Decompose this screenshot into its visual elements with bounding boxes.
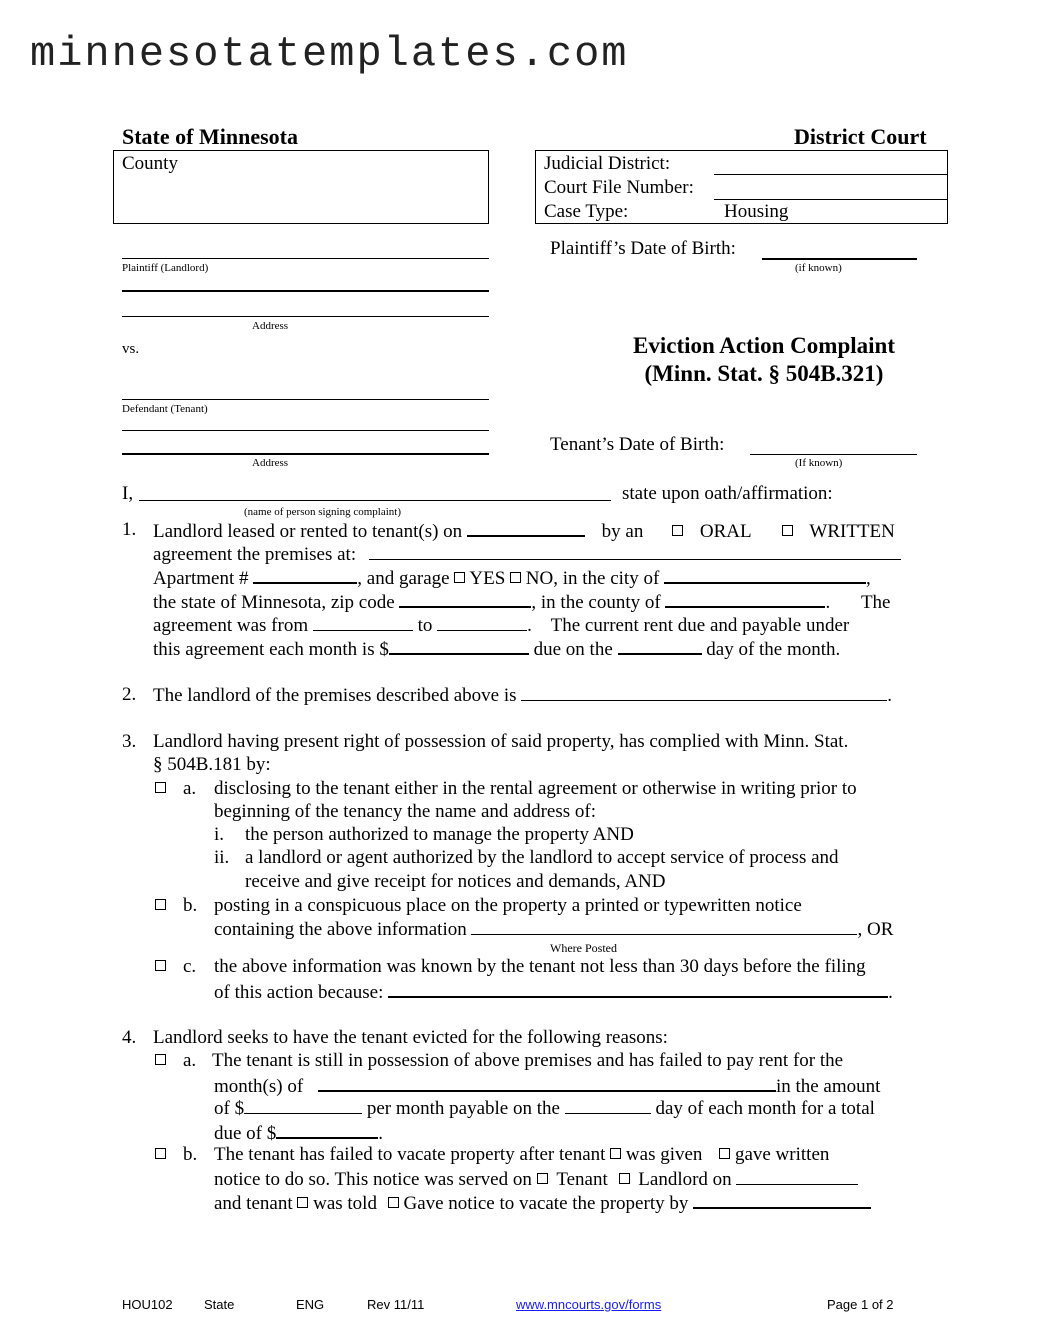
due-day-field[interactable] xyxy=(618,637,702,655)
gave-notice-label: Gave notice to vacate the property by xyxy=(403,1193,689,1214)
amount-label: of $ xyxy=(214,1098,245,1119)
case-type-label: Case Type: xyxy=(544,201,629,222)
plaintiff-dob-caption: (if known) xyxy=(795,262,842,274)
gave-notice-checkbox[interactable] xyxy=(388,1197,399,1208)
was-told-label: was told xyxy=(313,1193,377,1214)
apartment-field[interactable] xyxy=(253,566,357,584)
payable-on-label: per month payable on the xyxy=(366,1098,560,1119)
gave-written-checkbox[interactable] xyxy=(719,1148,730,1159)
served-landlord-checkbox[interactable] xyxy=(619,1173,630,1184)
agreement-from-label: agreement was from xyxy=(153,615,309,636)
county-period: . xyxy=(825,592,831,613)
signer-name-field[interactable] xyxy=(139,500,611,501)
defendant-address-caption: Address xyxy=(252,457,289,469)
monthly-rent-field[interactable] xyxy=(389,637,529,655)
apartment-label: Apartment # xyxy=(153,568,249,589)
item1-line3 xyxy=(153,566,871,590)
item3a-line2: beginning of the tenancy the name and address of: xyxy=(214,801,596,822)
item3c-checkbox[interactable] xyxy=(155,960,166,971)
was-told-checkbox[interactable] xyxy=(297,1197,308,1208)
oral-checkbox[interactable] xyxy=(672,525,683,536)
plaintiff-dob-label: Plaintiff’s Date of Birth: xyxy=(550,238,736,259)
plaintiff-name-field[interactable] xyxy=(122,258,489,259)
garage-yes-checkbox[interactable] xyxy=(454,572,465,583)
judicial-district-field[interactable] xyxy=(714,174,948,175)
item4b-checkbox[interactable] xyxy=(155,1148,166,1159)
landlord-name-field[interactable] xyxy=(521,684,887,701)
item4-line1: Landlord seeks to have the tenant evicted for the following reasons: xyxy=(153,1027,668,1048)
item3b-line2 xyxy=(214,918,893,941)
amount-field[interactable] xyxy=(244,1097,362,1114)
item3-line1: Landlord having present right of possession of said property, has complied with Minn. Stat. xyxy=(153,731,849,752)
watermark: minnesotatemplates.com xyxy=(30,30,629,78)
item4a-line4 xyxy=(214,1121,383,1145)
written-checkbox[interactable] xyxy=(782,525,793,536)
county-box xyxy=(113,150,489,224)
served-tenant-label: Tenant xyxy=(556,1169,608,1190)
defendant-name-field[interactable] xyxy=(122,399,489,400)
agreement-period: . xyxy=(527,615,532,636)
due-on-label: due on the xyxy=(533,639,613,660)
item1-the: The xyxy=(860,592,891,613)
in-the-amount-label: in the amount xyxy=(775,1076,881,1097)
and-tenant-label: and tenant xyxy=(214,1193,293,1214)
total-label: day of each month for a total xyxy=(655,1098,875,1119)
was-given-label: was given xyxy=(625,1144,703,1165)
item3a-ii-label: ii. xyxy=(214,847,230,868)
garage-no-checkbox[interactable] xyxy=(510,572,521,583)
city-field[interactable] xyxy=(664,566,866,584)
gave-written-label: gave written xyxy=(734,1144,830,1165)
form-statute: (Minn. Stat. § 504B.321) xyxy=(644,361,884,386)
footer-forms-link[interactable]: www.mncourts.gov/forms xyxy=(516,1297,662,1312)
item4a-line1: The tenant is still in possession of above premises and has failed to pay rent for the xyxy=(212,1050,844,1071)
defendant-address-field-2[interactable] xyxy=(122,453,489,455)
day-of-month-label: day of the month. xyxy=(706,639,841,660)
item3a-label: a. xyxy=(183,778,197,799)
item1-line1 xyxy=(153,519,918,543)
where-posted-caption: Where Posted xyxy=(550,941,617,955)
plaintiff-address-caption: Address xyxy=(252,320,289,332)
months-label: month(s) of xyxy=(214,1076,304,1097)
served-date-field[interactable] xyxy=(736,1168,858,1185)
known-because-field[interactable] xyxy=(388,980,888,998)
item4-number: 4. xyxy=(122,1027,137,1048)
item3a-checkbox[interactable] xyxy=(155,782,166,793)
item3c-line2 xyxy=(214,980,893,1004)
item4a-line2 xyxy=(214,1074,880,1098)
plaintiff-caption: Plaintiff (Landlord) xyxy=(122,262,209,274)
vs-label: vs. xyxy=(122,341,140,357)
oral-label: ORAL xyxy=(699,521,751,542)
judicial-district-label: Judicial District: xyxy=(544,153,671,174)
item3a-i-label: i. xyxy=(214,824,225,845)
form-title: Eviction Action Complaint xyxy=(633,333,895,358)
agreement-from-field[interactable] xyxy=(313,614,413,631)
state-heading: State of Minnesota xyxy=(122,124,298,149)
zip-label: the state of Minnesota, zip code xyxy=(153,592,395,613)
item4b-line1 xyxy=(214,1144,829,1166)
total-due-period: . xyxy=(378,1123,384,1144)
city-comma: , xyxy=(866,568,871,589)
item3b-line1: posting in a conspicuous place on the property a printed or typewritten notice xyxy=(214,895,802,916)
item2-number: 2. xyxy=(122,684,137,705)
item3b-text: containing the above information xyxy=(214,919,467,940)
item1-line6 xyxy=(153,637,840,661)
item3a-ii-line1: a landlord or agent authorized by the landlord to accept service of process and xyxy=(245,847,839,868)
footer-language: ENG xyxy=(296,1297,325,1312)
where-posted-field[interactable] xyxy=(471,918,857,935)
plaintiff-address-field-2[interactable] xyxy=(122,316,489,317)
garage-no-label: NO, in the city of xyxy=(525,568,660,589)
garage-label: , and garage xyxy=(357,568,450,589)
court-heading: District Court xyxy=(794,124,927,149)
item4b-line2 xyxy=(214,1168,858,1191)
item1-line5 xyxy=(153,614,849,637)
garage-yes-label: YES xyxy=(469,568,506,589)
served-tenant-checkbox[interactable] xyxy=(537,1173,548,1184)
court-file-number-label: Court File Number: xyxy=(544,177,694,198)
county-field[interactable] xyxy=(665,590,825,608)
lease-date-field[interactable] xyxy=(467,519,585,537)
item4b-line3 xyxy=(214,1191,871,1215)
item3c-text: of this action because: xyxy=(214,982,384,1003)
monthly-rent-label: this agreement each month is $ xyxy=(153,639,389,660)
total-due-label: due of $ xyxy=(214,1123,277,1144)
item3c-line1: the above information was known by the tenant not less than 30 days before the filing xyxy=(214,956,866,977)
case-info-box xyxy=(535,150,948,224)
item3c-period: . xyxy=(888,982,893,1003)
rent-due-text: The current rent due and payable under xyxy=(550,615,850,636)
item4a-checkbox[interactable] xyxy=(155,1054,166,1065)
item2-line xyxy=(153,684,892,707)
agreement-to-field[interactable] xyxy=(437,614,527,631)
footer-revision: Rev 11/11 xyxy=(367,1297,425,1312)
item2-period: . xyxy=(887,685,893,706)
item3a-line1: disclosing to the tenant either in the rental agreement or otherwise in writing prior to xyxy=(214,778,857,799)
item3b-label: b. xyxy=(183,895,198,916)
county-label: County xyxy=(122,153,178,174)
served-landlord-label: Landlord on xyxy=(638,1169,732,1190)
was-given-checkbox[interactable] xyxy=(610,1148,621,1159)
item3-number: 3. xyxy=(122,731,137,752)
item4b-label: b. xyxy=(183,1144,198,1165)
oath-i: I, xyxy=(122,483,134,504)
zip-field[interactable] xyxy=(399,590,531,608)
signer-name-caption: (name of person signing complaint) xyxy=(244,506,402,518)
county-of-label: , in the county of xyxy=(531,592,661,613)
item3-line2: § 504B.181 by: xyxy=(153,754,271,775)
plaintiff-address-field-1[interactable] xyxy=(122,290,489,292)
served-on-label: notice to do so. This notice was served on xyxy=(214,1169,532,1190)
agreement-to-label: to xyxy=(417,615,433,636)
item3c-label: c. xyxy=(183,956,197,977)
item3a-ii-line2: receive and give receipt for notices and demands, AND xyxy=(245,871,666,892)
oath-text: state upon oath/affirmation: xyxy=(622,483,833,504)
item1-line4 xyxy=(153,590,890,614)
footer-page-number: Page 1 of 2 xyxy=(827,1297,894,1312)
total-due-field[interactable] xyxy=(276,1121,378,1139)
item1-line2 xyxy=(153,543,901,566)
payable-day-field[interactable] xyxy=(565,1097,651,1114)
tenant-dob-caption: (If known) xyxy=(795,457,843,469)
item1-number: 1. xyxy=(122,519,137,540)
defendant-caption: Defendant (Tenant) xyxy=(122,403,208,415)
footer-state: State xyxy=(204,1297,235,1312)
item2-text: The landlord of the premises described above is xyxy=(153,685,517,706)
premises-address-field[interactable] xyxy=(369,543,901,560)
item1-text-b: agreement the premises at: xyxy=(153,544,357,565)
months-field[interactable] xyxy=(318,1074,776,1092)
item4b-text1: The tenant has failed to vacate property after tenant xyxy=(214,1144,606,1165)
tenant-dob-label: Tenant’s Date of Birth: xyxy=(550,434,725,455)
item3b-checkbox[interactable] xyxy=(155,899,166,910)
written-label: WRITTEN xyxy=(809,521,895,542)
defendant-address-field-1[interactable] xyxy=(122,430,489,431)
item3b-or: , OR xyxy=(857,919,894,940)
item4a-line3 xyxy=(214,1097,875,1120)
item4a-label: a. xyxy=(183,1050,197,1071)
vacate-date-field[interactable] xyxy=(693,1191,871,1209)
item1-by-an: by an xyxy=(601,521,644,542)
court-file-number-field[interactable] xyxy=(714,199,948,200)
item1-text-a: Landlord leased or rented to tenant(s) on xyxy=(153,521,463,542)
case-type-value: Housing xyxy=(724,201,789,222)
tenant-dob-field[interactable] xyxy=(750,454,917,455)
footer-form-code: HOU102 xyxy=(122,1297,173,1312)
plaintiff-dob-field[interactable] xyxy=(762,258,917,260)
item3a-i-text: the person authorized to manage the property AND xyxy=(245,824,634,845)
